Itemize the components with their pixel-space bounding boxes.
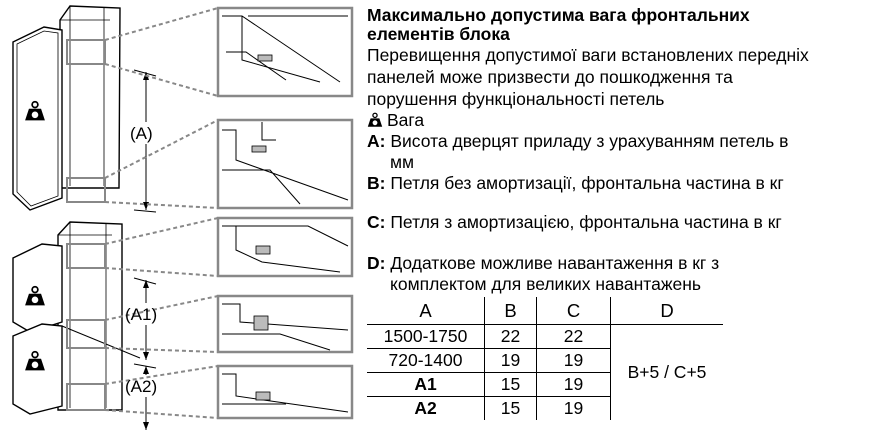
table-cell: 19 [537,373,611,397]
legend-text-d-cont: комплектом для великих навантажень [390,274,702,294]
legend-text-a: Висота дверцят приладу з урахуванням петель в [390,131,789,151]
legend-weight-label: Вага [387,110,425,130]
table-cell: 19 [537,397,611,421]
top-appliance [13,6,218,212]
legend-key-b: B: [367,173,386,193]
table-cell: 22 [485,325,537,349]
table-cell-d: B+5 / C+5 [611,325,724,421]
legend-b [367,172,784,194]
section-title-line1: Максимально допустима вага фронтальних [367,5,750,25]
legend-a [367,130,788,152]
table-header-row [367,297,723,325]
table-cell: 15 [485,373,537,397]
installation-diagram [0,0,362,435]
hinge-detail-5 [218,366,352,418]
legend-d [367,252,719,274]
legend-key-d: D: [367,253,386,273]
description-line1: Перевищення допустимої ваги встановлених передніх [367,45,809,65]
hinge-detail-1 [218,8,352,96]
legend-text-a-cont: мм [390,152,415,172]
bottom-appliance [13,218,218,430]
table-cell: 720-1400 [367,349,485,373]
legend-key-c: C: [367,212,386,232]
table-cell: 1500-1750 [367,325,485,349]
hinge-detail-4 [218,296,352,352]
dimension-label-a: (A) [130,124,153,143]
table-header-b: B [485,297,537,325]
section-title-line2: елементів блока [367,24,510,44]
table-cell: A2 [414,398,437,418]
legend-weight [367,109,424,131]
table-header-a: A [367,297,485,325]
hinge-detail-3 [218,218,352,276]
description-line3: порушення функціональності петель [367,89,665,109]
table-cell: 19 [537,349,611,373]
weight-icon [367,112,383,128]
dimension-label-a1: (A1) [125,305,158,324]
weight-table [367,297,723,420]
table-cell: 22 [537,325,611,349]
legend-text-d: Додаткове можливе навантаження в кг з [390,253,720,273]
table-cell: 15 [485,397,537,421]
legend-text-b: Петля без амортизації, фронтальна частина в кг [390,173,784,193]
legend-key-a: A: [367,131,386,151]
hinge-detail-2 [218,120,352,208]
table-header-d: D [611,297,724,325]
table-cell: 19 [485,349,537,373]
table-header-c: C [537,297,611,325]
legend-text-c: Петля з амортизацією, фронтальна частина в кг [390,212,782,232]
table-row [367,325,723,349]
table-cell: A1 [367,373,485,397]
description-line2: панелей може призвести до пошкодження та [367,67,733,87]
dimension-label-a2: (A2) [125,377,158,396]
legend-c [367,211,782,233]
